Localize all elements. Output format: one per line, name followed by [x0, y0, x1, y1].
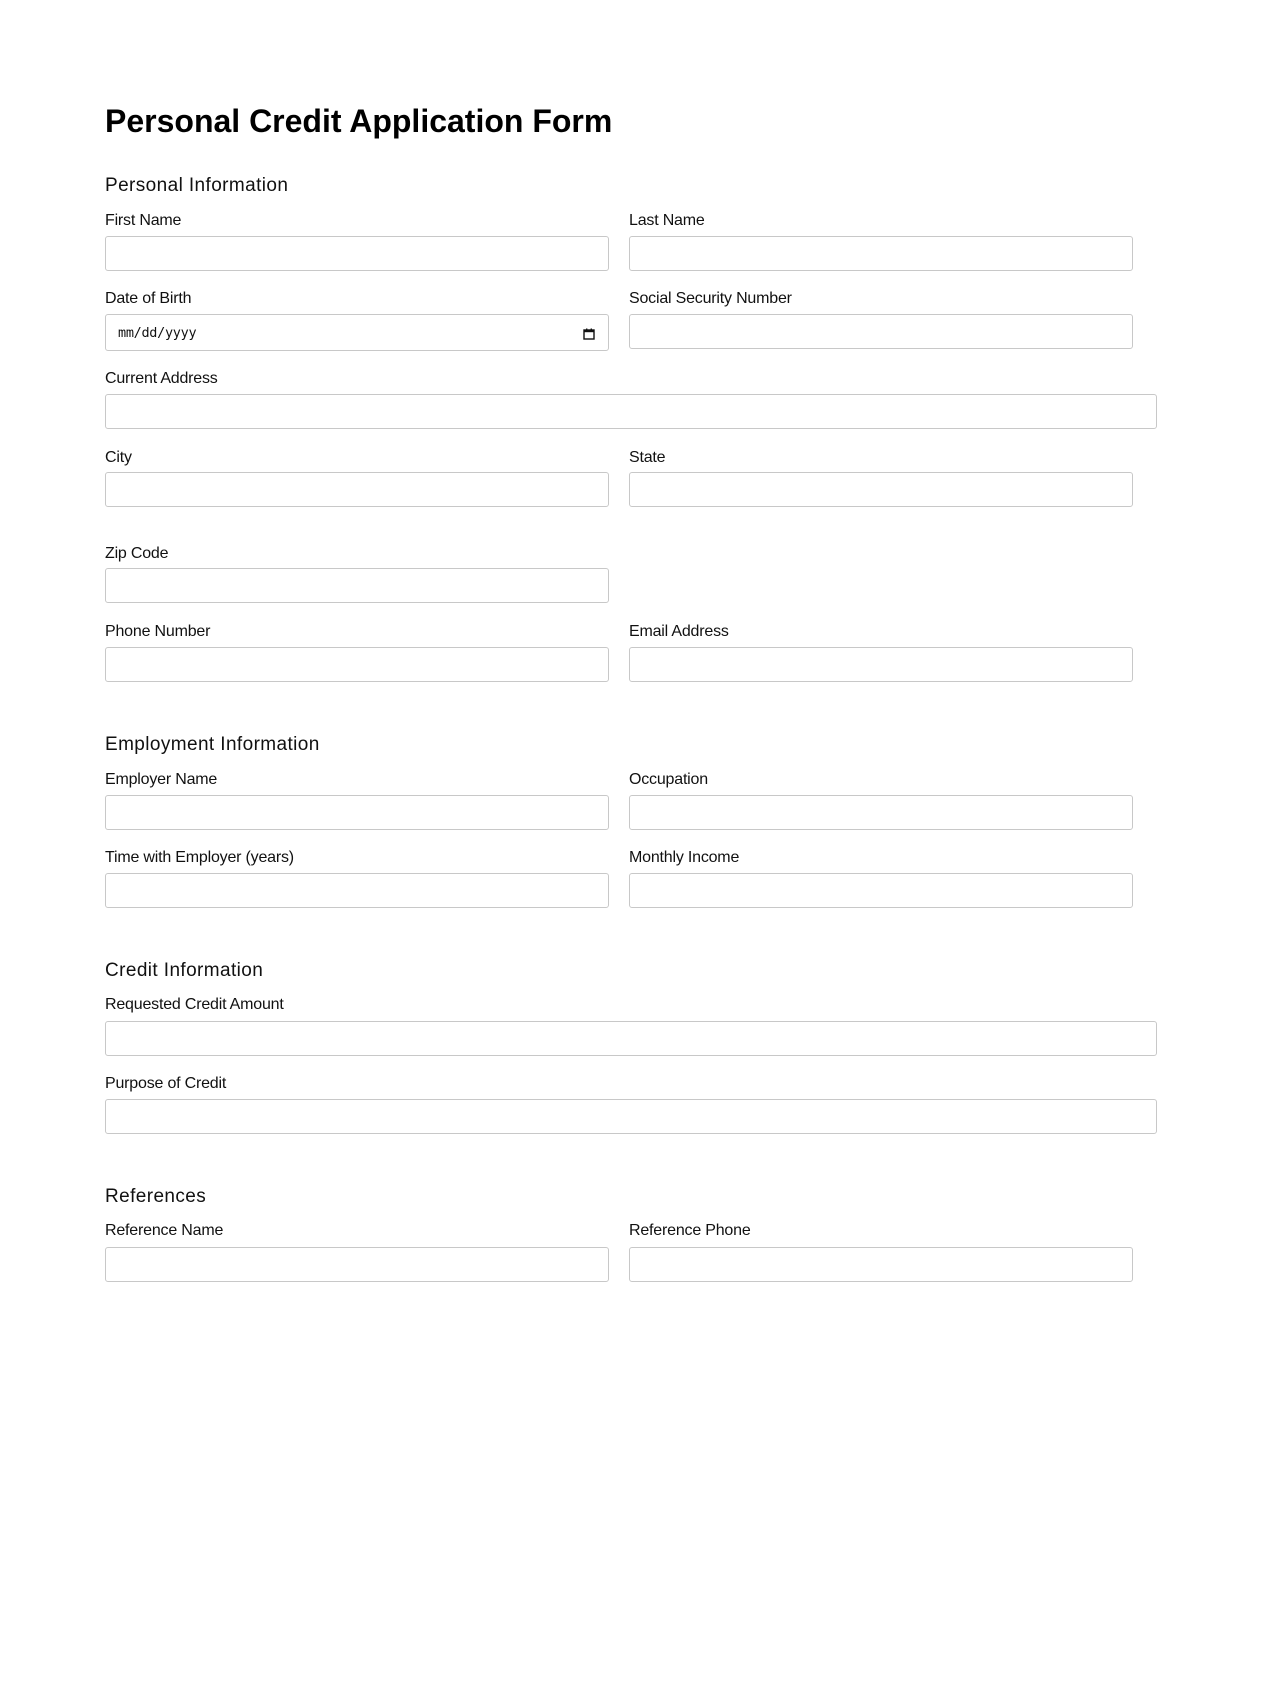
section-heading-employment-information: Employment Information	[105, 734, 320, 755]
phone-number-label: Phone Number	[105, 623, 211, 640]
city-label: City	[105, 449, 132, 466]
ssn-input[interactable]	[629, 314, 1133, 349]
employer-name-label: Employer Name	[105, 771, 218, 788]
reference-phone-label: Reference Phone	[629, 1222, 751, 1239]
email-address-input[interactable]	[629, 647, 1133, 682]
last-name-input[interactable]	[629, 236, 1133, 271]
page-title: Personal Credit Application Form	[105, 103, 613, 139]
zip-code-input[interactable]	[105, 568, 609, 603]
occupation-input[interactable]	[629, 795, 1133, 830]
current-address-label: Current Address	[105, 370, 218, 387]
email-address-label: Email Address	[629, 623, 729, 640]
reference-name-label: Reference Name	[105, 1222, 224, 1239]
last-name-label: Last Name	[629, 212, 705, 229]
date-of-birth-label: Date of Birth	[105, 290, 192, 307]
employer-name-input[interactable]	[105, 795, 609, 830]
occupation-label: Occupation	[629, 771, 708, 788]
requested-credit-amount-input[interactable]	[105, 1021, 1157, 1056]
state-input[interactable]	[629, 472, 1133, 507]
reference-name-input[interactable]	[105, 1247, 609, 1282]
time-with-employer-input[interactable]	[105, 873, 609, 908]
section-heading-credit-information: Credit Information	[105, 960, 264, 981]
phone-number-input[interactable]	[105, 647, 609, 682]
ssn-label: Social Security Number	[629, 290, 792, 307]
monthly-income-input[interactable]	[629, 873, 1133, 908]
section-heading-references: References	[105, 1186, 207, 1207]
date-of-birth-input[interactable]	[105, 314, 609, 351]
monthly-income-label: Monthly Income	[629, 849, 740, 866]
city-input[interactable]	[105, 472, 609, 507]
zip-code-label: Zip Code	[105, 545, 169, 562]
reference-phone-input[interactable]	[629, 1247, 1133, 1282]
state-label: State	[629, 449, 666, 466]
calendar-icon[interactable]	[583, 327, 595, 339]
purpose-of-credit-label: Purpose of Credit	[105, 1075, 227, 1092]
time-with-employer-label: Time with Employer (years)	[105, 849, 294, 866]
purpose-of-credit-input[interactable]	[105, 1099, 1157, 1134]
first-name-label: First Name	[105, 212, 182, 229]
date-placeholder: mm/dd/yyyy	[118, 325, 197, 341]
section-heading-personal-information: Personal Information	[105, 175, 289, 196]
first-name-input[interactable]	[105, 236, 609, 271]
requested-credit-amount-label: Requested Credit Amount	[105, 996, 284, 1013]
current-address-input[interactable]	[105, 394, 1157, 429]
